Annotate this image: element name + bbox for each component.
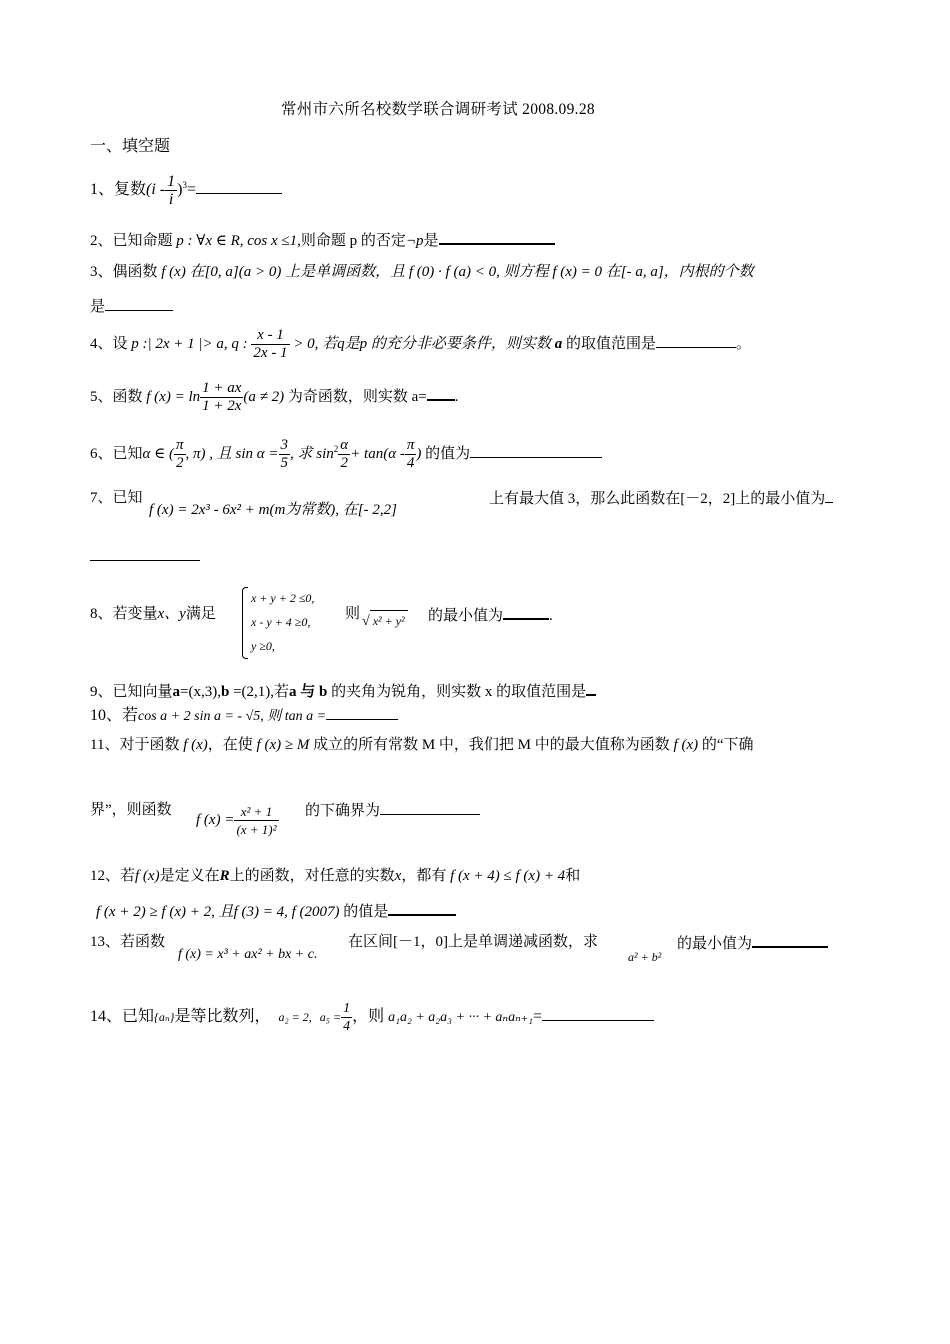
q4-expr-a: p :| 2x + 1 |> a, q : bbox=[131, 335, 248, 352]
question-13-expr: f (x) = x³ + ax² + bx + c. bbox=[178, 947, 318, 962]
q3-expr-a: f (x) 在[0, a](a > 0) 上是单调函数，且 bbox=[161, 264, 406, 280]
q6-sup: 2 bbox=[333, 443, 339, 454]
q2-label: 2、已知命题 bbox=[90, 233, 173, 249]
q11-fraction: $\frac{\text{x² + 1}}{\text{(x + 1)²}}$ bbox=[236, 804, 277, 837]
question-11-line1: 11、对于函数 f (x)，在使 f (x) ≥ M 成立的所有常数 M 中，我们把 M 中的最大值称为函数 f (x) 的“下确 bbox=[90, 737, 754, 753]
question-11-formula: f (x) = $\frac{\text{x² + 1}}{\text{(x + 1)²}}$ bbox=[196, 804, 277, 837]
question-5 bbox=[90, 380, 459, 415]
question-13-label: 13、若函数 bbox=[90, 934, 166, 950]
q2-tail2: 是 bbox=[423, 233, 439, 249]
question-13-tail: 在区间[－1，0]上是单调递减函数，求 bbox=[348, 934, 598, 950]
q6-frac-2: $\frac{3}{5}$ bbox=[280, 437, 289, 471]
q7-answer-blank-a[interactable] bbox=[825, 488, 833, 503]
exam-title: 常州市六所名校数学联合调研考试 2008.09.28 bbox=[281, 101, 595, 118]
q6-frac-3: $\frac{\alpha}{2}$ bbox=[340, 437, 349, 471]
q14-sequence: {aₙ} bbox=[154, 1010, 175, 1025]
q10-expr: cos a + 2 sin a = - √5, 则 tan a = bbox=[138, 709, 327, 724]
q2-expr: p : ∀x ∈ R, cos x ≤1, bbox=[176, 233, 301, 249]
q5-expr-a: f (x) = ln bbox=[146, 388, 201, 405]
question-2 bbox=[90, 229, 555, 251]
q6-expr-a: α ∈ ( bbox=[142, 445, 174, 462]
q5-label: 5、函数 bbox=[90, 388, 143, 405]
q5-expr-b: (a ≠ 2) bbox=[243, 388, 285, 405]
question-13-expr2: a² + b² bbox=[628, 950, 662, 964]
q8-vars: x、y bbox=[157, 606, 186, 622]
question-10 bbox=[90, 705, 398, 727]
q10-label: 10、若 bbox=[90, 707, 139, 724]
q1-expr-b: ) bbox=[177, 181, 183, 199]
q3-line2: 是 bbox=[90, 299, 106, 315]
question-11-line2: 界”，则函数 bbox=[90, 802, 172, 818]
q5-end: . bbox=[454, 388, 459, 405]
q2-answer-blank[interactable] bbox=[439, 229, 555, 245]
question-14: 14、已知{aₙ}是等比数列， a₂ = 2, a₅ = $\frac{1}{4}$ ，则 a₁a₂ + a₂a₃ + ··· + aₙaₙ₊₁= bbox=[90, 1000, 654, 1035]
q1-label: 1、复数 bbox=[90, 181, 147, 199]
section-heading: 一、填空题 bbox=[90, 138, 171, 155]
question-13-end: 的最小值为 bbox=[677, 932, 828, 954]
question-3-line1 bbox=[90, 262, 754, 282]
question-3-line2 bbox=[90, 296, 173, 317]
q8-sqrt: √ x² + y² bbox=[362, 610, 408, 632]
q14-fraction: $\frac{1}{4}$ bbox=[343, 1001, 351, 1034]
q8-constraint-1: x + y + 2 ≤0, bbox=[251, 591, 315, 605]
q13-answer-blank[interactable] bbox=[752, 932, 828, 948]
q6-expr-b: , π) , 且 sin α = bbox=[185, 445, 279, 462]
question-7-expr: f (x) = 2x³ - 6x² + m(m为常数), 在[- 2,2] bbox=[149, 502, 397, 518]
q8-constraint-3: y ≥0, bbox=[251, 639, 275, 653]
q6-expr-d: + tan(α - bbox=[350, 445, 405, 462]
q4-tail: 的取值范围是 bbox=[565, 335, 656, 352]
q8-constraint-2: x - y + 4 ≥0, bbox=[251, 615, 311, 629]
question-7-label: 7、已知 bbox=[90, 490, 143, 506]
q6-expr-c: , 求 sin bbox=[290, 445, 334, 462]
q9-label: 9、已知向量 bbox=[90, 684, 173, 700]
q9-vec-a: a bbox=[172, 684, 181, 700]
q3-label: 3、偶函数 bbox=[90, 264, 158, 280]
q3-answer-blank[interactable] bbox=[105, 296, 173, 311]
question-4 bbox=[90, 327, 751, 362]
q6-tail: 的值为 bbox=[425, 445, 471, 462]
q3-expr-b: f (0) · f (a) < 0, 则方程 f (x) = 0 在[- a, a]，内根的个数 bbox=[408, 264, 754, 280]
q11-answer-blank[interactable] bbox=[380, 800, 480, 815]
q2-tail: 则命题 p 的否定 bbox=[300, 233, 406, 249]
q8-label: 8、若变量 bbox=[90, 606, 158, 622]
q1-answer-blank[interactable] bbox=[196, 179, 282, 194]
q5-tail: 为奇函数，则实数 a= bbox=[287, 388, 427, 405]
q12-answer-blank[interactable] bbox=[388, 900, 456, 916]
q2-negation: ¬p bbox=[405, 233, 424, 249]
q6-frac-4: $\frac{\pi}{4}$ bbox=[406, 437, 415, 471]
question-9: 9、已知向量a=(x,3),b =(2,1),若a 与 b 的夹角为锐角，则实数 x 的取值范围是 bbox=[90, 680, 596, 702]
q9-vec-b: b bbox=[220, 684, 230, 700]
q8-then: 则 bbox=[345, 606, 361, 622]
q4-label: 4、设 bbox=[90, 335, 128, 352]
question-11-tail: 的下确界为 bbox=[305, 800, 480, 821]
question-6 bbox=[90, 437, 602, 472]
q6-frac-1: $\frac{\pi}{2}$ bbox=[176, 437, 184, 471]
q6-answer-blank[interactable] bbox=[470, 443, 602, 458]
q4-var: a bbox=[554, 335, 563, 352]
q6-expr-e: ) bbox=[416, 445, 422, 462]
q8-tail-a: 满足 bbox=[185, 606, 216, 622]
q4-fraction: $\frac{x - 1}{2x - 1}$ bbox=[253, 327, 288, 361]
q7-answer-blank-b[interactable] bbox=[90, 546, 200, 561]
question-1 bbox=[90, 173, 282, 208]
question-12-line2: f (x + 2) ≥ f (x) + 2, 且f (3) = 4, f (2007) 的值是 bbox=[96, 900, 456, 922]
question-8 bbox=[90, 604, 216, 624]
q4-answer-blank[interactable] bbox=[656, 333, 736, 348]
q1-eq: = bbox=[186, 181, 196, 199]
q5-fraction: $\frac{1 + ax}{1 + 2x}$ bbox=[202, 380, 242, 414]
q1-expr-a: (i - bbox=[146, 181, 166, 199]
question-7-tail: 上有最大值 3，那么此函数在[－2，2]上的最小值为 bbox=[489, 488, 833, 509]
q4-end: 。 bbox=[735, 335, 751, 352]
q1-fraction: $\frac{1}{i}$ bbox=[167, 173, 176, 208]
q5-answer-blank[interactable] bbox=[427, 385, 455, 401]
q4-expr-b: > 0, 若q是p 的充分非必要条件，则实数 bbox=[293, 335, 551, 352]
q1-power: 3 bbox=[182, 179, 187, 190]
q8-tail: 的最小值为 . bbox=[428, 604, 553, 626]
question-12-line1: 12、若f (x)是定义在R上的函数，对任意的实数x，都有 f (x + 4) ≤ f (x) + 4和 bbox=[90, 868, 581, 884]
q10-answer-blank[interactable] bbox=[326, 705, 398, 720]
q6-label: 6、已知 bbox=[90, 445, 143, 462]
q8-system-brace bbox=[242, 587, 248, 659]
q8-answer-blank[interactable] bbox=[503, 604, 549, 620]
q9-answer-blank[interactable] bbox=[586, 680, 596, 696]
q14-answer-blank[interactable] bbox=[542, 1006, 654, 1021]
